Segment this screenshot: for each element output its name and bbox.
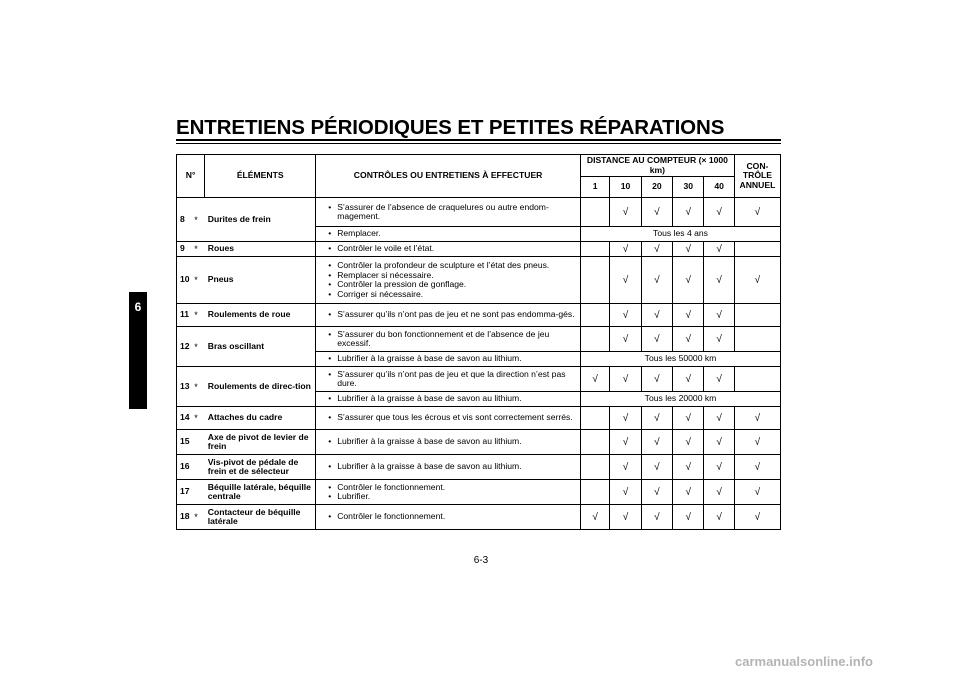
check-mark: √ (754, 461, 761, 473)
km-check-cell (704, 407, 734, 430)
km-check-cell (641, 455, 672, 480)
row-number: 15 (177, 430, 195, 455)
check-mark: √ (654, 309, 660, 321)
km-check-cell (641, 505, 672, 530)
check-description (316, 242, 581, 257)
km-check-cell (641, 480, 672, 505)
row-number: 9 (177, 242, 195, 257)
check-list (326, 310, 579, 320)
check-description (316, 455, 581, 480)
chapter-number: 6 (134, 300, 142, 314)
km-check-cell (641, 430, 672, 455)
km-check-cell (673, 198, 704, 227)
interval-note: Tous les 4 ans (581, 227, 781, 242)
annual-check-cell (734, 304, 780, 327)
km-check-cell (581, 430, 610, 455)
header-row (177, 155, 781, 177)
check-list (326, 229, 579, 239)
row-number: 17 (177, 480, 195, 505)
check-list (326, 437, 579, 447)
km-check-cell (610, 242, 641, 257)
annual-check-cell (734, 407, 780, 430)
km-check-cell (610, 430, 641, 455)
check-mark: √ (685, 243, 692, 255)
check-list (326, 244, 579, 254)
check-mark: √ (685, 486, 692, 498)
check-mark: √ (622, 333, 629, 345)
check-mark: √ (622, 309, 629, 321)
check-mark: √ (622, 274, 629, 286)
check-mark: √ (716, 436, 722, 448)
item-name: Contacteur de béquille latérale (205, 505, 316, 530)
item-name: Pneus (205, 257, 316, 304)
check-description (316, 367, 581, 392)
check-mark: √ (685, 511, 692, 523)
check-description (316, 304, 581, 327)
km-check-cell (610, 480, 641, 505)
check-list (326, 413, 579, 423)
row-number: 10 (177, 257, 195, 304)
check-item: • Lubrifier à la graisse à base de savon au lithium. (326, 394, 579, 404)
check-mark: √ (654, 373, 660, 385)
check-list (326, 354, 579, 364)
km-check-cell (704, 327, 734, 352)
chapter-tab (129, 292, 147, 409)
km-check-cell (581, 407, 610, 430)
km-check-cell (673, 480, 704, 505)
check-item: • Lubrifier à la graisse à base de savon au lithium. (326, 354, 579, 364)
table-row (177, 327, 781, 352)
header-km: 20 (641, 177, 672, 198)
check-mark: √ (716, 274, 722, 286)
km-check-cell (581, 198, 610, 227)
check-list (326, 261, 579, 300)
table-row (177, 455, 781, 480)
km-check-cell (704, 242, 734, 257)
check-description (316, 257, 581, 304)
annual-check-cell (734, 367, 780, 392)
interval-note: Tous les 20000 km (581, 392, 781, 407)
check-mark: √ (622, 243, 629, 255)
table-body (177, 198, 781, 530)
row-number: 8 (177, 198, 195, 242)
annual-check-cell (734, 505, 780, 530)
km-check-cell (581, 304, 610, 327)
row-number: 13 (177, 367, 195, 407)
check-list (326, 203, 579, 222)
check-list (326, 512, 579, 522)
check-mark: √ (716, 243, 722, 255)
check-description (316, 227, 581, 242)
header-km: 1 (581, 177, 610, 198)
annual-check-cell (734, 327, 780, 352)
check-mark: √ (716, 486, 722, 498)
asterisk-marker: * (194, 407, 204, 430)
check-mark: √ (654, 461, 660, 473)
check-mark: √ (685, 461, 692, 473)
km-check-cell (673, 327, 704, 352)
check-item: • Corriger si nécessaire. (326, 290, 579, 300)
row-number: 18 (177, 505, 195, 530)
check-mark: √ (622, 461, 629, 473)
check-mark: √ (654, 333, 660, 345)
check-mark: √ (622, 412, 629, 424)
km-check-cell (704, 198, 734, 227)
km-check-cell (581, 480, 610, 505)
check-mark: √ (754, 511, 761, 523)
km-check-cell (673, 430, 704, 455)
table-row (177, 304, 781, 327)
item-name: Durites de frein (205, 198, 316, 242)
maintenance-table (176, 154, 781, 530)
km-check-cell (704, 455, 734, 480)
asterisk-marker: * (194, 242, 204, 257)
check-mark: √ (622, 206, 629, 218)
km-check-cell (610, 327, 641, 352)
check-item: • Contrôler le fonctionnement. (326, 483, 579, 493)
check-mark: √ (654, 274, 660, 286)
check-description (316, 352, 581, 367)
check-mark: √ (654, 243, 660, 255)
check-mark: √ (716, 206, 722, 218)
km-check-cell (610, 304, 641, 327)
check-description (316, 430, 581, 455)
table-row (177, 430, 781, 455)
km-check-cell (581, 242, 610, 257)
asterisk-marker: * (194, 198, 204, 242)
km-check-cell (704, 505, 734, 530)
check-mark: √ (685, 333, 692, 345)
asterisk-marker: * (194, 505, 204, 530)
item-name: Roulements de direc-tion (205, 367, 316, 407)
km-check-cell (704, 430, 734, 455)
check-description (316, 505, 581, 530)
check-item: • Lubrifier à la graisse à base de savon au lithium. (326, 437, 579, 447)
check-mark: √ (654, 436, 660, 448)
check-mark: √ (716, 511, 722, 523)
check-mark: √ (622, 373, 629, 385)
asterisk-marker: * (194, 327, 204, 367)
check-mark: √ (685, 309, 692, 321)
check-mark: √ (716, 373, 722, 385)
check-item: • Remplacer si nécessaire. (326, 271, 579, 281)
check-item: • S’assurer qu’ils n’ont pas de jeu et ne sont pas endomma-gés. (326, 310, 579, 320)
check-mark: √ (622, 486, 629, 498)
check-description (316, 198, 581, 227)
km-check-cell (641, 407, 672, 430)
item-name: Roues (205, 242, 316, 257)
km-check-cell (581, 505, 610, 530)
check-mark: √ (685, 412, 692, 424)
check-mark: √ (685, 373, 692, 385)
annual-check-cell (734, 455, 780, 480)
km-check-cell (581, 367, 610, 392)
header-km: 30 (673, 177, 704, 198)
km-check-cell (641, 242, 672, 257)
km-check-cell (581, 257, 610, 304)
check-list (326, 394, 579, 404)
check-description (316, 407, 581, 430)
check-mark: √ (685, 206, 692, 218)
row-number: 12 (177, 327, 195, 367)
km-check-cell (673, 455, 704, 480)
header-km: 10 (610, 177, 641, 198)
check-mark: √ (592, 511, 598, 523)
km-check-cell (610, 505, 641, 530)
check-list (326, 483, 579, 502)
km-check-cell (610, 257, 641, 304)
km-check-cell (610, 455, 641, 480)
check-item: • S’assurer que tous les écrous et vis sont correctement serrés. (326, 413, 579, 423)
km-check-cell (610, 198, 641, 227)
table-row (177, 242, 781, 257)
item-name: Attaches du cadre (205, 407, 316, 430)
check-mark: √ (654, 486, 660, 498)
annual-check-cell (734, 198, 780, 227)
asterisk-marker (194, 430, 204, 455)
table-row (177, 367, 781, 392)
asterisk-marker: * (194, 257, 204, 304)
table-row (177, 480, 781, 505)
km-check-cell (641, 257, 672, 304)
annual-check-cell (734, 480, 780, 505)
item-name: Roulements de roue (205, 304, 316, 327)
item-name: Vis-pivot de pédale de frein et de sélecteur (205, 455, 316, 480)
item-name: Béquille latérale, béquille centrale (205, 480, 316, 505)
annual-check-cell (734, 430, 780, 455)
check-description (316, 327, 581, 352)
footer-watermark: carmanualsonline.info (735, 654, 873, 669)
asterisk-marker (194, 455, 204, 480)
table-row (177, 407, 781, 430)
check-mark: √ (716, 333, 722, 345)
check-mark: √ (622, 511, 629, 523)
km-check-cell (581, 455, 610, 480)
km-check-cell (673, 505, 704, 530)
header-annual: CON- TRÔLE ANNUEL (734, 155, 780, 198)
check-item: • Contrôler le voile et l’état. (326, 244, 579, 254)
check-mark: √ (716, 461, 722, 473)
km-check-cell (610, 407, 641, 430)
header-items: ÉLÉMENTS (205, 155, 316, 198)
check-mark: √ (716, 309, 722, 321)
check-list (326, 462, 579, 472)
km-check-cell (704, 304, 734, 327)
km-check-cell (641, 327, 672, 352)
item-name: Bras oscillant (205, 327, 316, 367)
check-mark: √ (685, 274, 692, 286)
check-mark: √ (622, 436, 629, 448)
km-check-cell (673, 367, 704, 392)
check-item: • Contrôler le fonctionnement. (326, 512, 579, 522)
interval-note: Tous les 50000 km (581, 352, 781, 367)
check-mark: √ (754, 206, 761, 218)
check-mark: √ (654, 206, 660, 218)
km-check-cell (673, 257, 704, 304)
header-km: 40 (704, 177, 734, 198)
item-name: Axe de pivot de levier de frein (205, 430, 316, 455)
header-num: N° (177, 155, 205, 198)
check-description (316, 480, 581, 505)
row-number: 14 (177, 407, 195, 430)
km-check-cell (704, 367, 734, 392)
km-check-cell (610, 367, 641, 392)
km-check-cell (581, 327, 610, 352)
check-mark: √ (754, 486, 761, 498)
row-number: 11 (177, 304, 195, 327)
check-item: • Contrôler la profondeur de sculpture et l’état des pneus. (326, 261, 579, 271)
km-check-cell (704, 480, 734, 505)
check-item: • Lubrifier à la graisse à base de savon au lithium. (326, 462, 579, 472)
row-number: 16 (177, 455, 195, 480)
asterisk-marker: * (194, 304, 204, 327)
km-check-cell (641, 304, 672, 327)
check-mark: √ (654, 511, 660, 523)
check-item: • Contrôler la pression de gonflage. (326, 280, 579, 290)
header-distance: DISTANCE AU COMPTEUR (× 1000 km) (581, 155, 735, 177)
check-mark: √ (654, 412, 660, 424)
page-number: 6-3 (473, 555, 489, 566)
title-rule-thin (176, 143, 781, 144)
km-check-cell (673, 242, 704, 257)
check-description (316, 392, 581, 407)
check-mark: √ (716, 412, 722, 424)
check-item: • Lubrifier. (326, 492, 579, 502)
check-list (326, 370, 579, 389)
km-check-cell (673, 304, 704, 327)
check-mark: √ (754, 274, 761, 286)
km-check-cell (704, 257, 734, 304)
page-title: ENTRETIENS PÉRIODIQUES ET PETITES RÉPARATIONS (176, 116, 725, 139)
check-mark: √ (754, 412, 761, 424)
table-row (177, 505, 781, 530)
check-item: • S’assurer qu’ils n’ont pas de jeu et que la direction n’est pas dure. (326, 370, 579, 389)
check-item: • Remplacer. (326, 229, 579, 239)
annual-check-cell (734, 242, 780, 257)
asterisk-marker: * (194, 367, 204, 407)
annual-check-cell (734, 257, 780, 304)
asterisk-marker (194, 480, 204, 505)
km-check-cell (641, 367, 672, 392)
header-checks: CONTRÔLES OU ENTRETIENS À EFFECTUER (316, 155, 581, 198)
km-check-cell (673, 407, 704, 430)
km-check-cell (641, 198, 672, 227)
check-mark: √ (685, 436, 692, 448)
table-row (177, 257, 781, 304)
check-mark: √ (754, 436, 761, 448)
title-rule (176, 139, 781, 141)
check-mark: √ (592, 373, 598, 385)
check-item: • S’assurer de l’absence de craquelures ou autre endom-magement. (326, 203, 579, 222)
table-row (177, 198, 781, 227)
check-item: • S’assurer du bon fonctionnement et de l’absence de jeu excessif. (326, 330, 579, 349)
check-list (326, 330, 579, 349)
